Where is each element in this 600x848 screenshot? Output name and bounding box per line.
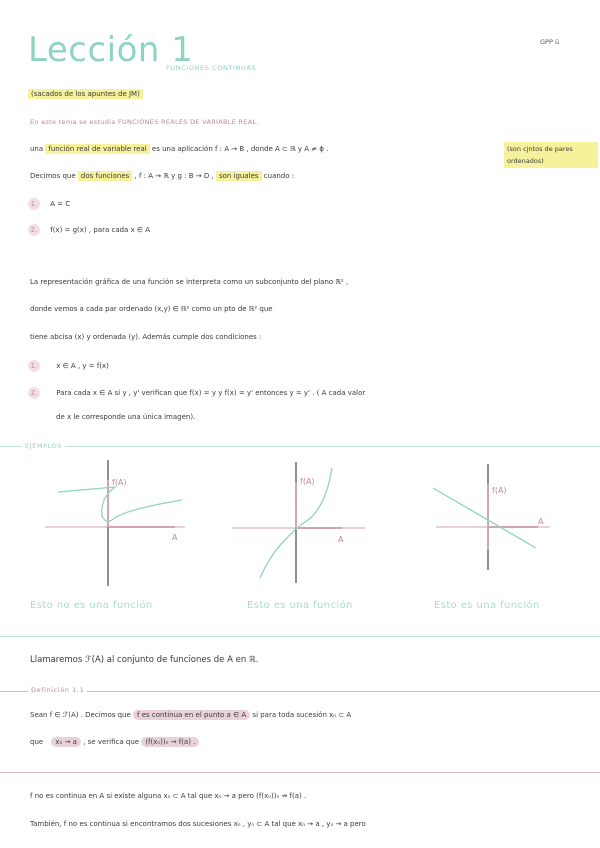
- def-line1-b: es una aplicación f : A → B , donde A ⊂ ℝ y A ≠ ϕ .: [151, 145, 329, 153]
- page-title: Lección 1: [28, 30, 194, 70]
- graph-condition-2-cont: de x le corresponde una única imagen).: [56, 413, 196, 421]
- graph-condition-1: [28, 360, 109, 372]
- graph-1-caption: Esto no es una función: [30, 600, 153, 611]
- graph-1-fa-label: f(A): [112, 478, 127, 487]
- definition-line2-highlight-2: (f(xₙ))ₙ → f(a) .: [141, 737, 199, 747]
- negation-line-1: f no es continua en A si existe alguna xₙ ⊂ A tal que xₙ → a pero (f(xₙ))ₙ ↛ f(a) .: [30, 792, 307, 800]
- graph-3-a-label: A: [538, 517, 544, 526]
- definition-line1-b: si para toda sucesión xₙ ⊂ A: [252, 711, 352, 719]
- equal-highlight-2: son iguales: [216, 171, 262, 181]
- definition-divider: [0, 691, 600, 692]
- def-note: (son cjntos de pares ordenados): [504, 142, 598, 168]
- equality-line: [30, 172, 294, 180]
- condition-1: [28, 198, 70, 210]
- definition-line-1: [30, 145, 328, 153]
- def-line1-a: una: [30, 145, 44, 153]
- graph-condition-1-number: 1.: [28, 360, 40, 372]
- definition-line2-highlight: xₙ → a: [51, 737, 81, 747]
- page-subtitle: FUNCIONES CONTINUAS: [166, 64, 257, 72]
- graph-def-line-3: tiene abcisa (x) y ordenada (y). Además cumple dos condiciones :: [30, 333, 262, 341]
- graph-2-fa-label: f(A): [300, 477, 315, 486]
- definition-line-2-row: [30, 738, 199, 746]
- graph-def-line-1: La representación gráfica de una función se interpreta como un subconjunto del plano ℝ² ,: [30, 278, 349, 286]
- definition-line1-highlight: f es continua en el punto a ∈ A: [133, 710, 250, 720]
- definition-line1-a: Sean f ∈ ℱ(A) . Decimos que: [30, 711, 131, 719]
- graph-condition-2: [28, 387, 365, 399]
- graph-2-caption: Esto es una función: [247, 600, 353, 611]
- graph-1-a-label: A: [172, 533, 178, 542]
- graph-3-line: [433, 488, 536, 548]
- examples-label: EJEMPLOS: [22, 442, 65, 450]
- condition-1-text: A = C: [50, 200, 71, 208]
- graph-condition-2-number: 2.: [28, 387, 40, 399]
- example-graph-2: [230, 460, 370, 585]
- example-graph-1: [40, 458, 190, 588]
- source-note-text: (sacados de los apuntes de JM): [28, 89, 143, 99]
- definition-label: Definición 1.1: [28, 686, 87, 694]
- equal-highlight: dos funciones: [78, 171, 132, 181]
- condition-2-number: 2.: [28, 224, 40, 236]
- graph-condition-2-text: Para cada x ∈ A si y , y' verifican que f(x) = y y f(x) = y' entonces y = y' . ( A cada valor: [56, 389, 366, 397]
- graph-2-a-label: A: [338, 535, 344, 544]
- scope-line: En este tema se estudia FUNCIONES REALES DE VARIABLE REAL.: [30, 118, 259, 126]
- graph-3-fa-label: f(A): [492, 486, 507, 495]
- def-line1-highlight: función real de variable real: [45, 144, 149, 154]
- examples-divider: [0, 446, 600, 447]
- graph-1-curve: [58, 487, 182, 521]
- condition-2-text: f(x) = g(x) , para cada x ∈ A: [50, 226, 151, 234]
- equal-c: cuando :: [263, 172, 295, 180]
- corner-note: GPP ü: [540, 38, 560, 46]
- definition-end-divider: [0, 772, 600, 773]
- graph-def-line-2: donde vemos a cada par ordenado (x,y) ∈ ℝ² como un pto de ℝ² que: [30, 305, 273, 313]
- graph-condition-1-text: x ∈ A , y = f(x): [56, 362, 109, 370]
- condition-2: [28, 224, 150, 236]
- condition-1-number: 1.: [28, 198, 40, 210]
- equal-a: Decimos que: [30, 172, 76, 180]
- definition-line2-a: que: [30, 738, 44, 746]
- definition-line-1-row: [30, 711, 351, 719]
- examples-end-divider: [0, 636, 600, 637]
- notation-line: Llamaremos ℱ(A) al conjunto de funciones de A en ℝ.: [30, 655, 259, 665]
- negation-line-2: También, f no es continua si encontramos dos sucesiones xₙ , yₙ ⊂ A tal que xₙ → a , yₙ → a pero: [30, 820, 366, 828]
- source-note: [28, 90, 143, 98]
- example-graph-3: [428, 462, 558, 572]
- equal-b: , f : A → ℝ y g : B → D ,: [134, 172, 214, 180]
- graph-3-caption: Esto es una función: [434, 600, 540, 611]
- definition-line2-b: , se verifica que: [83, 738, 140, 746]
